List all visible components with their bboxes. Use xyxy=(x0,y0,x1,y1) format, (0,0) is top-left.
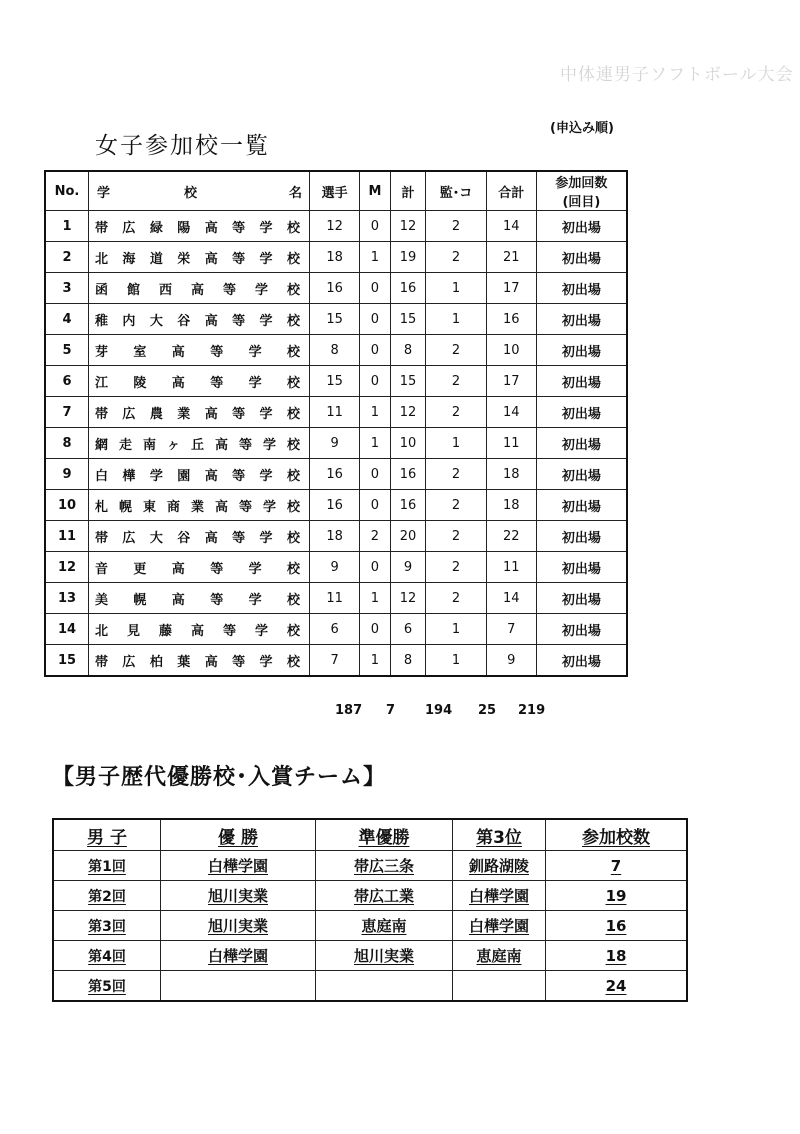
cell-no: 7 xyxy=(45,397,89,428)
cell-third-text: 恵庭南 xyxy=(476,947,522,965)
header-count-line1: 参加回数 xyxy=(555,176,608,191)
cell-school: 帯広大谷高等学校 xyxy=(89,521,310,552)
table-row xyxy=(45,428,627,459)
header-school-right: 名 xyxy=(288,185,302,201)
cell-no: 15 xyxy=(45,645,89,677)
cell-staff: 2 xyxy=(426,552,486,583)
cell-total: 9 xyxy=(390,552,426,583)
cell-players: 11 xyxy=(310,583,360,614)
cell-runner-up xyxy=(316,971,453,1002)
cell-school-count xyxy=(546,911,688,941)
cell-total: 16 xyxy=(390,459,426,490)
cell-m: 0 xyxy=(360,459,390,490)
total-players: 187 xyxy=(335,703,363,718)
cell-third xyxy=(453,851,546,881)
cell-no: 12 xyxy=(45,552,89,583)
cell-school: 稚内大谷高等学校 xyxy=(89,304,310,335)
cell-grand-total: 21 xyxy=(486,242,536,273)
boys-winners-table xyxy=(52,818,688,1002)
cell-players: 9 xyxy=(310,428,360,459)
cell-edition-text: 第4回 xyxy=(88,948,126,965)
cell-no: 2 xyxy=(45,242,89,273)
table-row xyxy=(45,366,627,397)
cell-school: 網走南ヶ丘高等学校 xyxy=(89,428,310,459)
table-row xyxy=(45,242,627,273)
cell-grand-total: 16 xyxy=(486,304,536,335)
cell-m: 1 xyxy=(360,242,390,273)
cell-grand-total: 11 xyxy=(486,428,536,459)
cell-players: 12 xyxy=(310,211,360,242)
total-m: 7 xyxy=(386,703,396,718)
cell-staff: 2 xyxy=(426,583,486,614)
cell-staff: 2 xyxy=(426,242,486,273)
cell-staff: 1 xyxy=(426,428,486,459)
header-participation-count xyxy=(536,171,627,211)
cell-players: 11 xyxy=(310,397,360,428)
cell-staff: 1 xyxy=(426,645,486,677)
cell-grand-total: 11 xyxy=(486,552,536,583)
cell-runner-up xyxy=(316,941,453,971)
cell-total: 8 xyxy=(390,335,426,366)
cell-staff: 2 xyxy=(426,459,486,490)
table-row xyxy=(53,911,687,941)
header-players: 選手 xyxy=(310,171,360,211)
cell-no: 3 xyxy=(45,273,89,304)
header-total: 計 xyxy=(390,171,426,211)
header-staff: 監･コ xyxy=(426,171,486,211)
cell-staff: 2 xyxy=(426,397,486,428)
cell-winner-text: 旭川実業 xyxy=(207,887,268,905)
cell-players: 18 xyxy=(310,242,360,273)
table-row xyxy=(45,645,627,677)
cell-third-text: 白樺学園 xyxy=(468,917,529,935)
cell-m: 1 xyxy=(360,428,390,459)
cell-grand-total: 18 xyxy=(486,459,536,490)
boys-section-title: 【男子歴代優勝校･入賞チーム】 xyxy=(52,765,387,790)
cell-school: 江陵高等学校 xyxy=(89,366,310,397)
cell-school-count xyxy=(546,971,688,1002)
cell-grand-total: 18 xyxy=(486,490,536,521)
cell-school-count xyxy=(546,851,688,881)
cell-runner-up-text: 恵庭南 xyxy=(361,917,407,935)
header-school-left: 学 xyxy=(97,185,111,201)
cell-staff: 1 xyxy=(426,614,486,645)
cell-runner-up-text: 旭川実業 xyxy=(353,947,414,965)
cell-school: 帯広緑陽高等学校 xyxy=(89,211,310,242)
cell-staff: 1 xyxy=(426,304,486,335)
table-row xyxy=(45,397,627,428)
cell-third xyxy=(453,881,546,911)
cell-participation-count: 初出場 xyxy=(536,366,627,397)
table-row xyxy=(53,881,687,911)
cell-school: 札幌東商業高等学校 xyxy=(89,490,310,521)
cell-no: 14 xyxy=(45,614,89,645)
cell-school-count-text: 7 xyxy=(610,856,622,875)
table-row xyxy=(45,459,627,490)
cell-winner xyxy=(161,881,316,911)
cell-school: 帯広農業高等学校 xyxy=(89,397,310,428)
cell-grand-total: 9 xyxy=(486,645,536,677)
cell-runner-up xyxy=(316,911,453,941)
order-note: (申込み順) xyxy=(550,121,614,136)
cell-staff: 2 xyxy=(426,521,486,552)
cell-winner xyxy=(161,911,316,941)
cell-participation-count: 初出場 xyxy=(536,645,627,677)
cell-winner-text: 旭川実業 xyxy=(207,917,268,935)
cell-winner xyxy=(161,941,316,971)
cell-participation-count: 初出場 xyxy=(536,521,627,552)
cell-school: 帯広柏葉高等学校 xyxy=(89,645,310,677)
cell-m: 1 xyxy=(360,583,390,614)
cell-no: 5 xyxy=(45,335,89,366)
cell-players: 18 xyxy=(310,521,360,552)
cell-no: 13 xyxy=(45,583,89,614)
cell-winner xyxy=(161,971,316,1002)
cell-no: 1 xyxy=(45,211,89,242)
boys-header-third: 第3位 xyxy=(453,819,546,851)
cell-staff: 2 xyxy=(426,335,486,366)
cell-participation-count: 初出場 xyxy=(536,242,627,273)
cell-total: 6 xyxy=(390,614,426,645)
boys-header-winner: 優 勝 xyxy=(161,819,316,851)
cell-school-count-text: 16 xyxy=(605,916,627,935)
cell-school: 美幌高等学校 xyxy=(89,583,310,614)
header-m: M xyxy=(360,171,390,211)
cell-school: 白樺学園高等学校 xyxy=(89,459,310,490)
girls-participants-table xyxy=(44,170,628,677)
cell-school-count-text: 24 xyxy=(605,976,627,995)
cell-edition xyxy=(53,881,161,911)
cell-edition-text: 第3回 xyxy=(88,918,126,935)
cell-third-text: 白樺学園 xyxy=(468,887,529,905)
cell-school-count xyxy=(546,881,688,911)
cell-grand-total: 10 xyxy=(486,335,536,366)
boys-header-col1: 男 子 xyxy=(53,819,161,851)
cell-m: 0 xyxy=(360,366,390,397)
cell-total: 8 xyxy=(390,645,426,677)
table-row xyxy=(45,304,627,335)
table-row xyxy=(53,971,687,1002)
cell-grand-total: 22 xyxy=(486,521,536,552)
total-staff: 25 xyxy=(478,703,497,718)
cell-participation-count: 初出場 xyxy=(536,428,627,459)
cell-m: 0 xyxy=(360,304,390,335)
cell-participation-count: 初出場 xyxy=(536,614,627,645)
cell-participation-count: 初出場 xyxy=(536,397,627,428)
cell-players: 16 xyxy=(310,273,360,304)
cell-staff: 2 xyxy=(426,211,486,242)
cell-no: 11 xyxy=(45,521,89,552)
cell-grand-total: 14 xyxy=(486,583,536,614)
cell-total: 12 xyxy=(390,397,426,428)
cell-players: 16 xyxy=(310,490,360,521)
table-row xyxy=(45,335,627,366)
boys-header-runner-up: 準優勝 xyxy=(316,819,453,851)
cell-runner-up xyxy=(316,881,453,911)
cell-total: 15 xyxy=(390,304,426,335)
cell-players: 6 xyxy=(310,614,360,645)
cell-third xyxy=(453,971,546,1002)
faint-header-text: 中体連男子ソフトボール大会 xyxy=(560,65,794,85)
cell-no: 9 xyxy=(45,459,89,490)
table-row xyxy=(45,273,627,304)
cell-m: 0 xyxy=(360,211,390,242)
cell-school: 北海道栄高等学校 xyxy=(89,242,310,273)
table-row xyxy=(45,490,627,521)
header-school xyxy=(89,171,310,211)
cell-total: 12 xyxy=(390,583,426,614)
table-row xyxy=(53,941,687,971)
cell-third xyxy=(453,941,546,971)
cell-participation-count: 初出場 xyxy=(536,490,627,521)
header-grand-total: 合計 xyxy=(486,171,536,211)
cell-m: 0 xyxy=(360,490,390,521)
cell-total: 19 xyxy=(390,242,426,273)
cell-total: 12 xyxy=(390,211,426,242)
header-school-mid: 校 xyxy=(184,185,198,201)
cell-edition xyxy=(53,911,161,941)
cell-players: 15 xyxy=(310,304,360,335)
cell-m: 0 xyxy=(360,273,390,304)
cell-third-text: 釧路湖陵 xyxy=(468,857,529,875)
cell-total: 10 xyxy=(390,428,426,459)
header-no: No. xyxy=(45,171,89,211)
table-row xyxy=(53,851,687,881)
cell-grand-total: 14 xyxy=(486,211,536,242)
cell-school-count-text: 18 xyxy=(605,946,627,965)
cell-m: 1 xyxy=(360,397,390,428)
cell-school-count xyxy=(546,941,688,971)
cell-no: 4 xyxy=(45,304,89,335)
cell-total: 16 xyxy=(390,273,426,304)
girls-table-header-row xyxy=(45,171,627,211)
cell-participation-count: 初出場 xyxy=(536,552,627,583)
table-row xyxy=(45,211,627,242)
cell-edition xyxy=(53,941,161,971)
cell-staff: 2 xyxy=(426,490,486,521)
cell-school: 音更高等学校 xyxy=(89,552,310,583)
cell-total: 16 xyxy=(390,490,426,521)
cell-edition-text: 第2回 xyxy=(88,888,126,905)
cell-grand-total: 14 xyxy=(486,397,536,428)
cell-grand-total: 17 xyxy=(486,366,536,397)
cell-school-count-text: 19 xyxy=(605,886,627,905)
table-row xyxy=(45,552,627,583)
cell-players: 16 xyxy=(310,459,360,490)
table-row xyxy=(45,583,627,614)
cell-participation-count: 初出場 xyxy=(536,583,627,614)
cell-winner-text: 白樺学園 xyxy=(207,947,268,965)
cell-third xyxy=(453,911,546,941)
cell-participation-count: 初出場 xyxy=(536,211,627,242)
cell-edition-text: 第5回 xyxy=(88,978,126,995)
cell-players: 7 xyxy=(310,645,360,677)
cell-grand-total: 7 xyxy=(486,614,536,645)
cell-total: 15 xyxy=(390,366,426,397)
cell-m: 0 xyxy=(360,335,390,366)
cell-edition-text: 第1回 xyxy=(88,858,126,875)
cell-staff: 1 xyxy=(426,273,486,304)
total-grand: 219 xyxy=(518,703,546,718)
cell-m: 2 xyxy=(360,521,390,552)
cell-participation-count: 初出場 xyxy=(536,304,627,335)
cell-edition xyxy=(53,851,161,881)
table-row xyxy=(45,521,627,552)
cell-m: 0 xyxy=(360,552,390,583)
cell-runner-up xyxy=(316,851,453,881)
cell-no: 6 xyxy=(45,366,89,397)
cell-no: 8 xyxy=(45,428,89,459)
cell-m: 0 xyxy=(360,614,390,645)
cell-players: 8 xyxy=(310,335,360,366)
total-total: 194 xyxy=(425,703,453,718)
cell-school: 函館西高等学校 xyxy=(89,273,310,304)
cell-staff: 2 xyxy=(426,366,486,397)
cell-total: 20 xyxy=(390,521,426,552)
cell-grand-total: 17 xyxy=(486,273,536,304)
cell-m: 1 xyxy=(360,645,390,677)
cell-participation-count: 初出場 xyxy=(536,273,627,304)
cell-edition xyxy=(53,971,161,1002)
cell-no: 10 xyxy=(45,490,89,521)
cell-winner xyxy=(161,851,316,881)
boys-header-schools: 参加校数 xyxy=(546,819,688,851)
boys-table-header-row xyxy=(53,819,687,851)
cell-players: 9 xyxy=(310,552,360,583)
table-row xyxy=(45,614,627,645)
page-title: 女子参加校一覧 xyxy=(95,133,270,160)
cell-runner-up-text: 帯広工業 xyxy=(353,887,414,905)
cell-runner-up-text: 帯広三条 xyxy=(353,857,414,875)
cell-players: 15 xyxy=(310,366,360,397)
cell-participation-count: 初出場 xyxy=(536,335,627,366)
cell-school: 芽室高等学校 xyxy=(89,335,310,366)
cell-participation-count: 初出場 xyxy=(536,459,627,490)
header-count-line2: (回目) xyxy=(562,195,601,210)
cell-winner-text: 白樺学園 xyxy=(207,857,268,875)
cell-school: 北見藤高等学校 xyxy=(89,614,310,645)
